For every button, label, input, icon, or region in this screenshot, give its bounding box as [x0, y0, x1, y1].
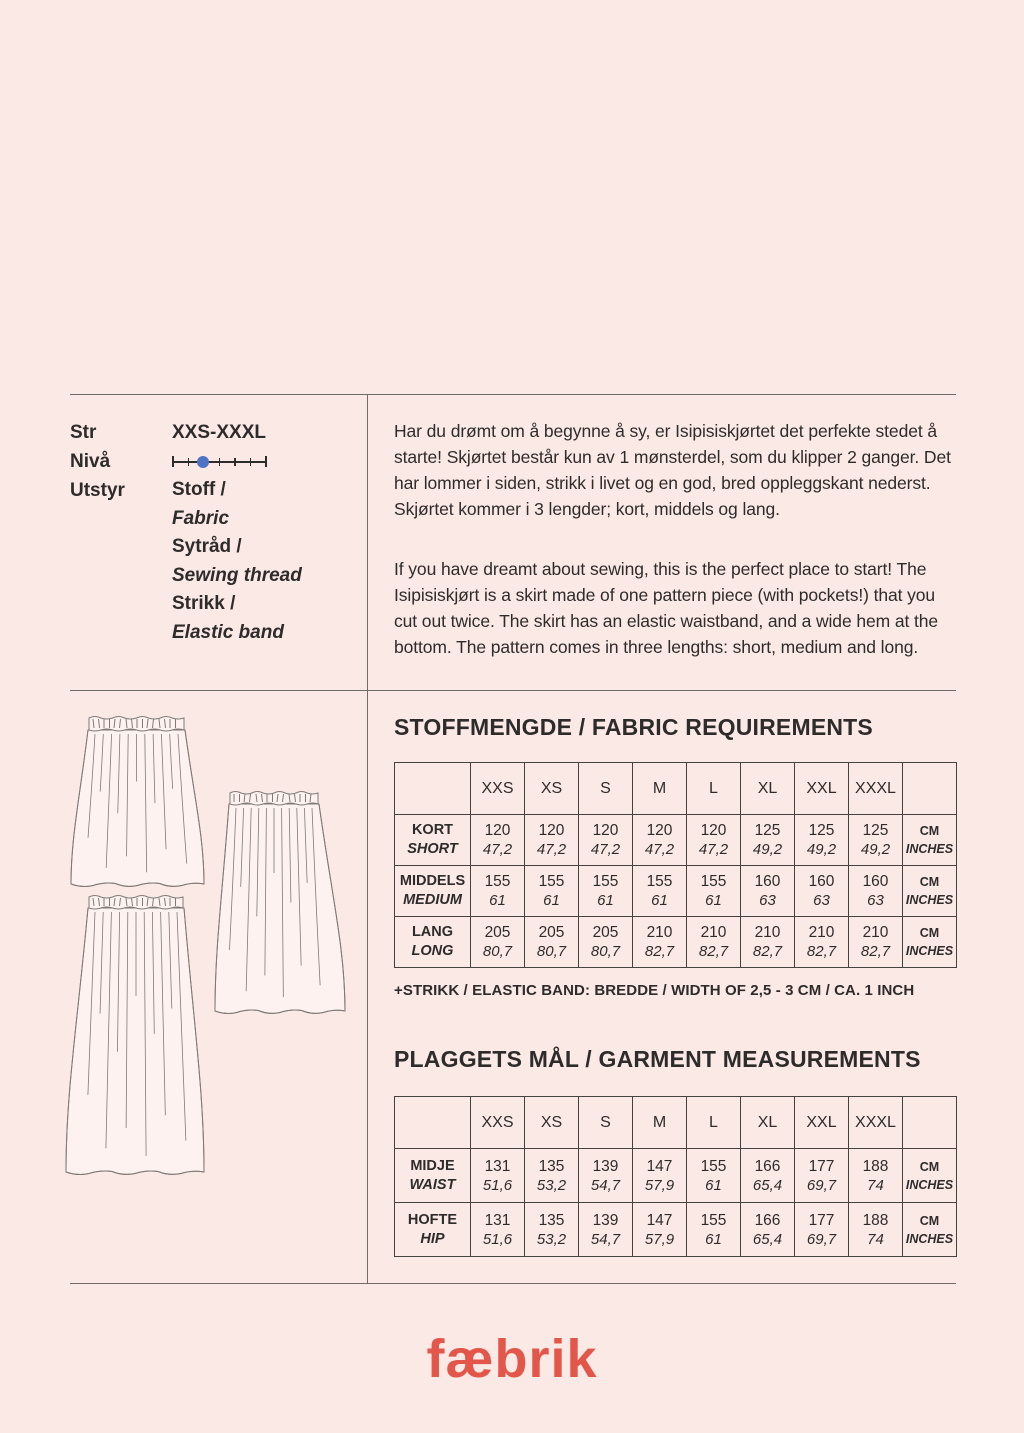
value-cell: 155 61 — [687, 1203, 741, 1257]
elastic-band-note: +STRIKK / ELASTIC BAND: BREDDE / WIDTH OF 2,5 - 3 CM / CA. 1 INCH — [394, 982, 915, 999]
unit-cell: CM INCHES — [903, 866, 957, 917]
equipment-item-english: Sewing thread — [172, 564, 302, 586]
size-column-header: XS — [525, 1097, 579, 1149]
divider-bottom — [70, 1283, 956, 1284]
size-column-header: XL — [741, 1097, 795, 1149]
value-cell: 120 47,2 — [633, 815, 687, 866]
table-row — [395, 866, 957, 917]
divider-top — [70, 394, 956, 395]
value-cell: 120 47,2 — [687, 815, 741, 866]
long-skirt-illustration — [58, 890, 209, 1182]
equipment-row — [70, 476, 360, 647]
value-cell: 210 82,7 — [849, 917, 903, 968]
table-row — [395, 1149, 957, 1203]
table-corner-cell — [395, 763, 471, 815]
value-cell: 155 61 — [471, 866, 525, 917]
value-cell: 210 82,7 — [687, 917, 741, 968]
value-cell: 125 49,2 — [795, 815, 849, 866]
description-norwegian: Har du drømt om å begynne å sy, er Isipisiskjørtet det perfekte stedet å starte! Skjørtet består kun av 1 mønsterdel, som du klipper 2 ganger. Det har lommer i siden, strikk i livet og en god, bred oppleggskant nederst. Skjørtet kommer i 3 lengder; kort, middels og lang. — [394, 421, 951, 519]
garment-measurements-title: PLAGGETS MÅL / GARMENT MEASUREMENTS — [394, 1046, 921, 1072]
row-label-cell: MIDDELS MEDIUM — [395, 866, 471, 917]
row-label-cell: MIDJE WAIST — [395, 1149, 471, 1203]
table-corner-cell — [395, 1097, 471, 1149]
value-cell: 205 80,7 — [525, 917, 579, 968]
difficulty-tick — [219, 458, 221, 466]
size-range-value: XXS-XXXL — [172, 422, 266, 443]
value-cell: 120 47,2 — [579, 815, 633, 866]
brand-logo: fæbrik — [426, 1329, 598, 1389]
difficulty-tick — [250, 458, 252, 466]
equipment-item-english: Elastic band — [172, 621, 284, 643]
level-row — [70, 447, 360, 476]
difficulty-tick — [234, 458, 236, 466]
value-cell: 205 80,7 — [579, 917, 633, 968]
short-skirt-illustration — [67, 710, 208, 892]
description-english: If you have dreamt about sewing, this is the perfect place to start! The Isipisiskjørt is a skirt made of one pattern piece (with pockets!) that you cut out twice. The skirt has an elastic waistband, and a wide hem at the bottom. The pattern comes in three lengths: short, medium and long. — [394, 559, 939, 657]
equipment-item-norwegian: Stoff / — [172, 479, 226, 500]
difficulty-tick — [265, 456, 267, 467]
size-column-header: M — [633, 1097, 687, 1149]
size-column-header: L — [687, 1097, 741, 1149]
value-cell: 135 53,2 — [525, 1149, 579, 1203]
value-cell: 160 63 — [795, 866, 849, 917]
size-column-header: S — [579, 763, 633, 815]
difficulty-level-dot — [197, 456, 209, 468]
size-column-header: XXXL — [849, 763, 903, 815]
equipment-label: Utstyr — [70, 480, 125, 501]
value-cell: 210 82,7 — [633, 917, 687, 968]
table-row — [395, 1203, 957, 1257]
value-cell: 155 61 — [687, 866, 741, 917]
value-cell: 160 63 — [741, 866, 795, 917]
value-cell: 177 69,7 — [795, 1203, 849, 1257]
equipment-item-english: Fabric — [172, 507, 230, 529]
value-cell: 125 49,2 — [849, 815, 903, 866]
value-cell: 135 53,2 — [525, 1203, 579, 1257]
size-label: Str — [70, 422, 97, 443]
table-row — [395, 917, 957, 968]
value-cell: 210 82,7 — [741, 917, 795, 968]
garment-measurements-table — [394, 1096, 957, 1257]
equipment-list — [172, 476, 360, 647]
size-row — [70, 418, 360, 447]
value-cell: 160 63 — [849, 866, 903, 917]
value-cell: 205 80,7 — [471, 917, 525, 968]
difficulty-tick — [188, 458, 190, 466]
table-row — [395, 815, 957, 866]
size-column-header: XS — [525, 763, 579, 815]
measurements-table — [394, 1096, 957, 1257]
fabric-table — [394, 762, 957, 968]
value-cell: 210 82,7 — [795, 917, 849, 968]
value-cell: 188 74 — [849, 1203, 903, 1257]
pattern-meta — [70, 418, 360, 647]
value-cell: 120 47,2 — [525, 815, 579, 866]
value-cell: 155 61 — [687, 1149, 741, 1203]
size-column-header: XL — [741, 763, 795, 815]
equipment-item-norwegian: Strikk / — [172, 593, 236, 614]
value-cell: 166 65,4 — [741, 1149, 795, 1203]
size-column-header: L — [687, 763, 741, 815]
level-label: Nivå — [70, 451, 111, 472]
value-cell: 131 51,6 — [471, 1149, 525, 1203]
size-column-header: XXXL — [849, 1097, 903, 1149]
fabric-requirements-table — [394, 762, 957, 968]
value-cell: 177 69,7 — [795, 1149, 849, 1203]
unit-cell: CM INCHES — [903, 917, 957, 968]
value-cell: 125 49,2 — [741, 815, 795, 866]
size-column-header: XXL — [795, 763, 849, 815]
divider-vertical — [367, 394, 368, 1283]
difficulty-slider — [172, 452, 265, 471]
value-cell: 139 54,7 — [579, 1203, 633, 1257]
value-cell: 139 54,7 — [579, 1149, 633, 1203]
value-cell: 155 61 — [579, 866, 633, 917]
value-cell: 155 61 — [525, 866, 579, 917]
size-column-header: S — [579, 1097, 633, 1149]
row-label-cell: KORT SHORT — [395, 815, 471, 866]
value-cell: 131 51,6 — [471, 1203, 525, 1257]
value-cell: 120 47,2 — [471, 815, 525, 866]
value-cell: 147 57,9 — [633, 1149, 687, 1203]
value-cell: 155 61 — [633, 866, 687, 917]
unit-cell: CM INCHES — [903, 1203, 957, 1257]
unit-header-cell — [903, 763, 957, 815]
difficulty-tick — [172, 456, 174, 467]
size-column-header: M — [633, 763, 687, 815]
size-column-header: XXS — [471, 763, 525, 815]
fabric-requirements-title: STOFFMENGDE / FABRIC REQUIREMENTS — [394, 714, 873, 740]
unit-header-cell — [903, 1097, 957, 1149]
row-label-cell: LANG LONG — [395, 917, 471, 968]
value-cell: 166 65,4 — [741, 1203, 795, 1257]
equipment-item-norwegian: Sytråd / — [172, 536, 242, 557]
divider-middle — [70, 690, 956, 691]
value-cell: 147 57,9 — [633, 1203, 687, 1257]
size-column-header: XXL — [795, 1097, 849, 1149]
unit-cell: CM INCHES — [903, 1149, 957, 1203]
medium-skirt-illustration — [212, 785, 349, 1019]
value-cell: 188 74 — [849, 1149, 903, 1203]
size-column-header: XXS — [471, 1097, 525, 1149]
unit-cell: CM INCHES — [903, 815, 957, 866]
row-label-cell: HOFTE HIP — [395, 1203, 471, 1257]
